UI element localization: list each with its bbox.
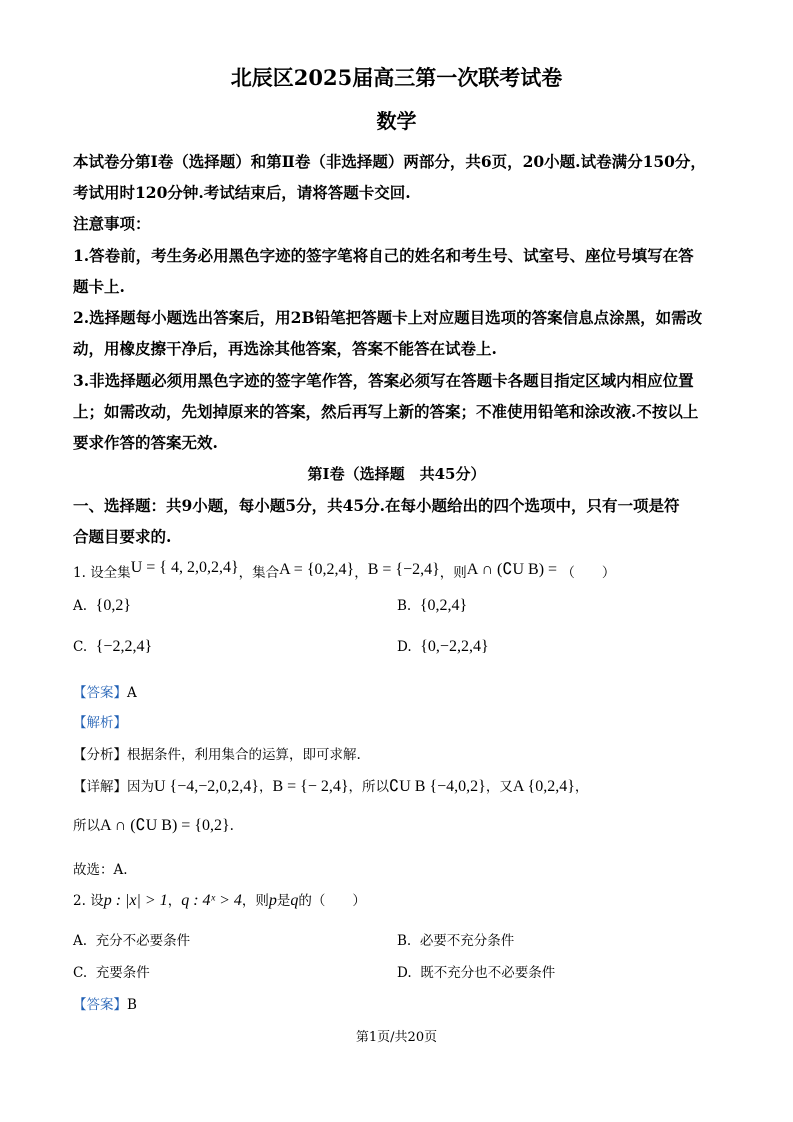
answer-tag: 【答案】 <box>73 685 127 701</box>
question-2-number: 2. <box>73 893 86 909</box>
choose-line: 故选：A. <box>73 862 128 878</box>
question-1-text: ，则 <box>439 565 467 581</box>
analysis-tag: 【解析】 <box>73 715 127 731</box>
notice-3-line-3: 要求作答的答案无效. <box>73 433 218 452</box>
question-1-math-expression: A ∩ (∁U B) = <box>466 561 558 578</box>
intro-line-1: 本试卷分第Ⅰ卷（选择题）和第Ⅱ卷（非选择题）两部分，共6页，20小题.试卷满分150分， <box>73 152 706 171</box>
q2-option-d <box>397 961 555 981</box>
question-2-math-p: p : |x| > 1 <box>103 892 168 909</box>
question-2-math-p-var: p <box>268 892 277 909</box>
xiangjie-math-complement: ∁U B {−4,0,2} <box>389 778 486 795</box>
question-1-math-set-a: A = {0,2,4} <box>279 561 355 578</box>
notice-title: 注意事项： <box>73 214 151 233</box>
question-2-math-q-var: q <box>290 892 299 909</box>
q2-answer-value: B <box>127 997 137 1013</box>
q2-option-d-label: D. <box>397 965 412 981</box>
fenxi-text: 根据条件，利用集合的运算，即可求解. <box>127 747 361 763</box>
question-1-text: ， <box>354 565 368 581</box>
question-2-text: 设 <box>90 893 104 909</box>
xiangjie-math-b: B = {− 2,4} <box>272 778 349 795</box>
section-desc-line-2: 合题目要求的. <box>73 527 172 546</box>
notice-3-line-2: 上；如需改动，先划掉原来的答案，然后再写上新的答案；不准使用铅笔和涂改液.不按以上 <box>73 402 699 421</box>
subject-title: 数学 <box>376 109 417 133</box>
question-1-math-set-b: B = {−2,4} <box>367 561 440 578</box>
question-1-stem <box>73 561 615 582</box>
question-2-text: ，则 <box>241 893 269 909</box>
conclusion-line <box>73 814 234 835</box>
notice-1-line-1: 1.答卷前，考生务必用黑色字迹的签字笔将自己的姓名和考生号、试室号、座位号填写在答 <box>73 246 694 265</box>
question-2-stem <box>73 889 366 910</box>
conclusion-text: 所以 <box>73 818 100 834</box>
q2-option-c-label: C. <box>73 965 88 981</box>
intro-line-2: 考试用时120分钟.考试结束后，请将答题卡交回. <box>73 183 411 202</box>
page-title: 北辰区2025届高三第一次联考试卷 <box>230 65 563 90</box>
xiangjie-text: ， <box>258 779 273 795</box>
option-a-label: A. <box>73 598 88 614</box>
analysis-line <box>73 711 127 731</box>
option-b-value: {0,2,4} <box>419 597 468 614</box>
q2-option-a <box>73 929 190 949</box>
q2-option-b <box>397 929 514 949</box>
option-d-value: {0,−2,2,4} <box>420 638 489 655</box>
notice-2-line-2: 动，用橡皮擦干净后，再选涂其他答案，答案不能答在试卷上. <box>73 339 497 358</box>
option-a <box>73 597 131 615</box>
xiangjie-text: 因为 <box>127 779 154 795</box>
option-b <box>397 597 467 615</box>
conclusion-math: A ∩ (∁U B) = {0,2} <box>100 817 230 834</box>
q2-answer-tag: 【答案】 <box>73 997 127 1013</box>
option-c-value: {−2,2,4} <box>95 638 153 655</box>
question-2-text: 是 <box>276 893 291 909</box>
answer-value: A <box>127 685 137 701</box>
question-1-text: ，集合 <box>238 565 280 581</box>
q2-option-b-text: 必要不充分条件 <box>419 933 515 949</box>
question-2-text: 的（ ） <box>298 893 366 909</box>
question-2-text: ， <box>167 893 182 909</box>
question-2-math-q: q : 4ˣ > 4 <box>181 892 242 909</box>
option-c-label: C. <box>73 639 88 655</box>
option-d <box>397 638 489 656</box>
q2-answer-line <box>73 993 137 1013</box>
xiangjie-math-a: A {0,2,4} <box>512 778 575 795</box>
conclusion-period: . <box>229 818 234 834</box>
answer-line <box>73 681 137 701</box>
q2-option-a-label: A. <box>73 933 88 949</box>
fenxi-tag: 【分析】 <box>73 747 127 763</box>
xiangjie-text: ，又 <box>485 779 513 795</box>
xiangjie-tag: 【详解】 <box>73 779 127 795</box>
section-title: 第Ⅰ卷（选择题 共45分） <box>307 465 486 483</box>
fenxi-line <box>73 743 361 763</box>
q2-option-d-text: 既不充分也不必要条件 <box>420 965 556 981</box>
question-1-text: 设全集 <box>90 565 131 581</box>
q2-option-b-label: B. <box>397 933 412 949</box>
option-c <box>73 638 152 656</box>
option-d-label: D. <box>397 639 412 655</box>
page-footer: 第1页/共20页 <box>355 1030 438 1045</box>
xiangjie-text: ，所以 <box>348 779 390 795</box>
question-1-number: 1. <box>73 565 86 581</box>
q2-option-a-text: 充分不必要条件 <box>95 933 191 949</box>
notice-3-line-1: 3.非选择题必须用黑色字迹的签字笔作答，答案必须写在答题卡各题目指定区域内相应位置 <box>73 371 694 390</box>
q2-option-c-text: 充要条件 <box>95 965 150 981</box>
question-1-math-universal-set: U = { 4, 2,0,2,4} <box>130 559 239 576</box>
option-b-label: B. <box>397 598 412 614</box>
xiangjie-math-u: U {−4,−2,0,2,4} <box>154 778 259 795</box>
option-a-value: {0,2} <box>95 597 131 614</box>
q2-option-c <box>73 961 150 981</box>
notice-2-line-1: 2.选择题每小题选出答案后，用2B铅笔把答题卡上对应题目选项的答案信息点涂黑，如需改 <box>73 308 703 327</box>
question-1-answer-paren: （ ） <box>561 565 616 581</box>
xiangjie-text: ， <box>574 779 589 795</box>
section-desc-line-1: 一、选择题：共9小题，每小题5分，共45分.在每小题给出的四个选项中，只有一项是符 <box>73 496 680 515</box>
notice-1-line-2: 题卡上. <box>73 277 125 296</box>
xiangjie-line <box>73 775 588 796</box>
